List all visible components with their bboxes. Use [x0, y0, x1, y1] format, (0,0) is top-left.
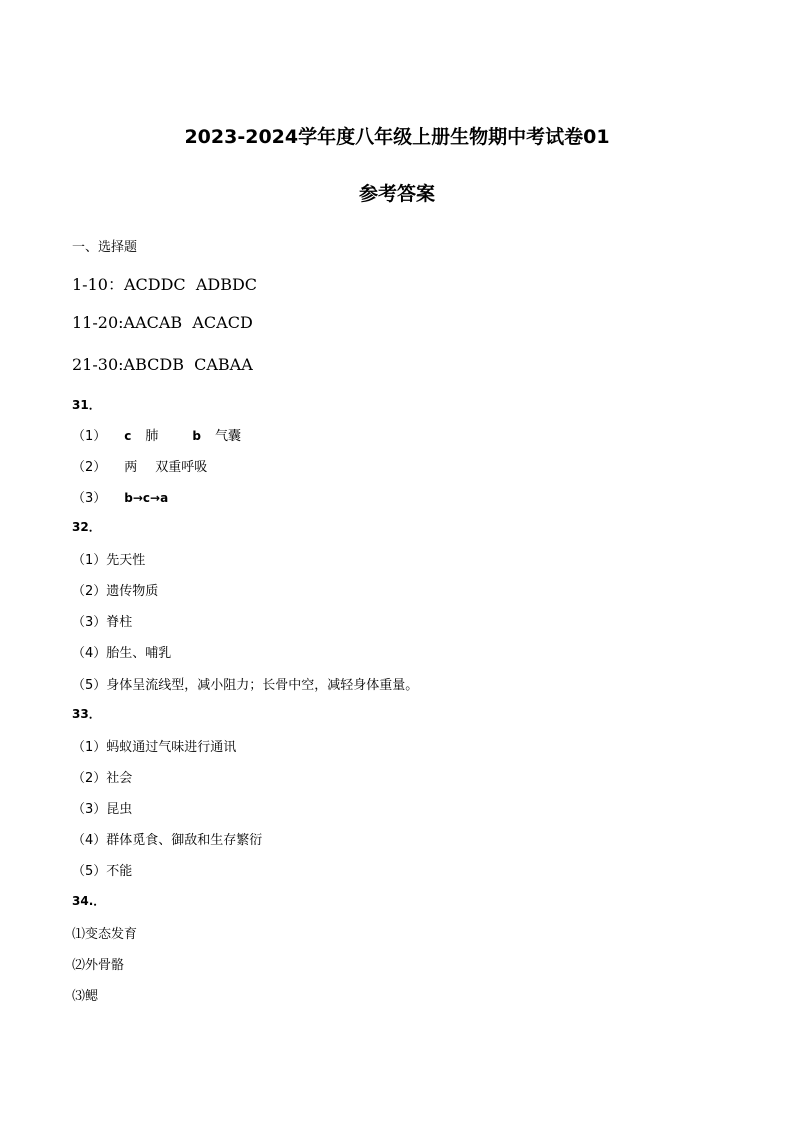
question-32-answer-3: （3）脊柱: [72, 615, 133, 630]
page-title: 2023-2024学年度八年级上册生物期中考试卷01: [184, 126, 610, 148]
question-31-number: 31．: [72, 398, 101, 412]
answer-part: 两: [124, 460, 138, 475]
question-31-answer-3: [72, 487, 168, 506]
mc-answers-1-10: 1-10：ACDDC ADBDC: [72, 275, 258, 294]
answer-number: （2）: [72, 460, 107, 475]
question-34-answer-3: ⑶鳃: [72, 989, 99, 1004]
question-31-answer-2: [72, 456, 207, 475]
mc-answers-11-20: 11-20:AACAB ACACD: [72, 313, 253, 332]
question-34-number: 34.．: [72, 894, 106, 908]
question-33-answer-2: （2）社会: [72, 771, 133, 786]
question-31-answer-1: [72, 425, 241, 444]
question-33-answer-5: （5）不能: [72, 864, 133, 879]
answer-part: b: [192, 429, 202, 443]
answer-number: （3）: [72, 491, 107, 506]
answer-part: 双重呼吸: [155, 460, 208, 475]
question-33-number: 33．: [72, 707, 101, 721]
question-32-answer-4: （4）胎生、哺乳: [72, 646, 172, 661]
answer-number: （1）: [72, 429, 107, 444]
page-subtitle: 参考答案: [358, 183, 435, 205]
question-33-answer-4: （4）群体觅食、御敌和生存繁衍: [72, 833, 263, 848]
answer-part: 肺: [145, 429, 159, 444]
answer-part: b→c→a: [124, 491, 169, 505]
question-33-answer-1: （1）蚂蚁通过气味进行通讯: [72, 740, 237, 755]
question-34-answer-2: ⑵外骨骼: [72, 958, 125, 973]
question-32-number: 32．: [72, 520, 101, 534]
question-33-answer-3: （3）昆虫: [72, 802, 133, 817]
question-32-answer-5: （5）身体呈流线型，减小阻力；长骨中空，减轻身体重量。: [72, 678, 419, 693]
answer-part: 气囊: [215, 429, 242, 444]
question-32-answer-2: （2）遗传物质: [72, 584, 159, 599]
question-32-answer-1: （1）先天性: [72, 553, 146, 568]
section-heading: 一、选择题: [72, 240, 138, 255]
answer-part: c: [124, 429, 132, 443]
mc-answers-21-30: 21-30:ABCDB CABAA: [72, 355, 253, 374]
question-34-answer-1: ⑴变态发育: [72, 927, 138, 942]
